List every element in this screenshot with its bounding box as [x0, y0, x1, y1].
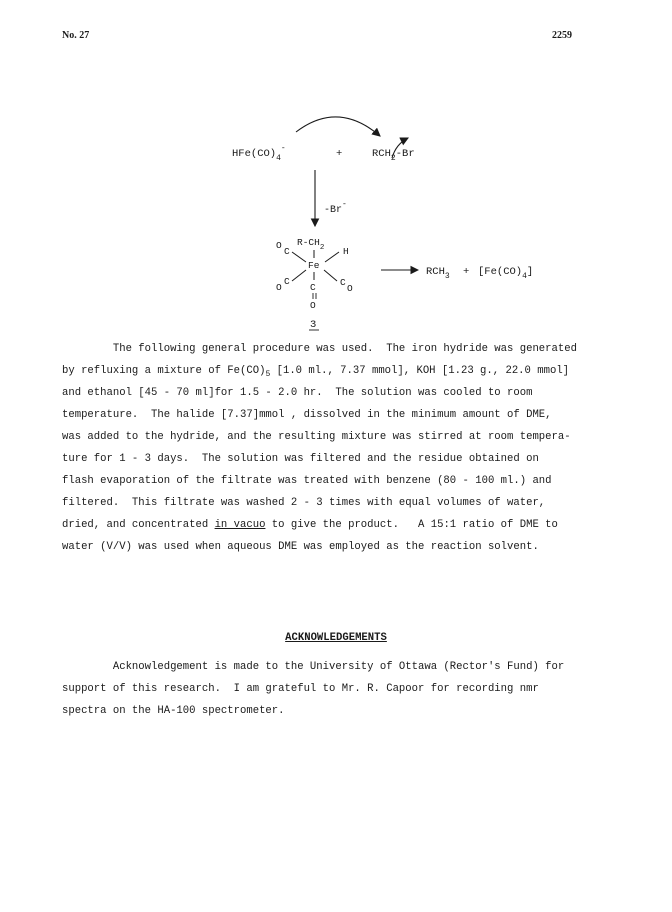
text-line: spectra on the HA-100 spectrometer.	[62, 705, 285, 717]
text-line: Acknowledgement is made to the University of Ottawa (Rector's Fund) for	[62, 661, 565, 673]
text-line: temperature. The halide [7.37]mmol , dissolved in the minimum amount of DME,	[62, 409, 552, 421]
product-alkane: $RCH_3$	[426, 266, 450, 281]
svg-text:O: O	[310, 300, 316, 311]
text-line: support of this research. I am grateful to Mr. R. Capoor for recording nmr	[62, 683, 539, 695]
reactant-alkyl-halide: $RCH_2-Br$	[372, 148, 415, 163]
svg-text:R-CH2: $R-CH_2$	[297, 237, 325, 252]
svg-text:C: C	[284, 246, 290, 257]
iron-atom: Fe	[308, 260, 320, 271]
reaction-scheme	[0, 0, 672, 340]
text-line: was added to the hydride, and the resulting mixture was stirred at room tempera-	[62, 431, 571, 443]
curved-arrow-top	[296, 117, 380, 136]
svg-text:H: H	[343, 246, 349, 257]
reactant-hydride: $HFe(CO)_4^-$	[232, 144, 286, 163]
text-line: ture for 1 - 3 days. The solution was filtered and the residue obtained on	[62, 453, 539, 465]
text-line: flash evaporation of the filtrate was treated with benzene (80 - 100 ml.) and	[62, 475, 552, 487]
iron-complex-intermediate	[276, 237, 353, 311]
acknowledgements-paragraph	[62, 656, 622, 722]
acknowledgements-heading: ACKNOWLEDGEMENTS	[285, 632, 387, 644]
text-line: and ethanol [45 - 70 ml]for 1.5 - 2.0 hr. The solution was cooled to room	[62, 387, 533, 399]
svg-text:C: C	[340, 277, 346, 288]
plus-sign: +	[336, 148, 343, 160]
product-plus-sign: +	[463, 266, 470, 278]
svg-text:C: C	[284, 276, 290, 287]
svg-text:O: O	[347, 283, 353, 294]
page-number: 2259	[552, 30, 572, 41]
svg-text:O: O	[276, 240, 282, 251]
text-line: The following general procedure was used. The iron hydride was generated	[62, 343, 577, 355]
procedure-paragraph	[62, 338, 622, 558]
compound-number: 3	[310, 319, 317, 331]
text-line: by refluxing a mixture of $Fe(CO)_5$ [1.0 ml., 7.37 mmol], KOH [1.23 g., 22.0 mmol]	[62, 365, 570, 379]
svg-text:C: C	[310, 282, 316, 293]
product-iron-carbonyl: $[Fe(CO)_4]$	[478, 266, 534, 281]
text-line: dried, and concentrated in vacuo to give the product. A 15:1 ratio of DME to	[62, 519, 558, 531]
text-line: water (V/V) was used when aqueous DME was employed as the reaction solvent.	[62, 541, 539, 553]
bromide-loss-label: -Br-	[324, 200, 347, 216]
text-line: filtered. This filtrate was washed 2 - 3 times with equal volumes of water,	[62, 497, 546, 509]
journal-issue-number: No. 27	[62, 30, 90, 41]
svg-text:O: O	[276, 282, 282, 293]
